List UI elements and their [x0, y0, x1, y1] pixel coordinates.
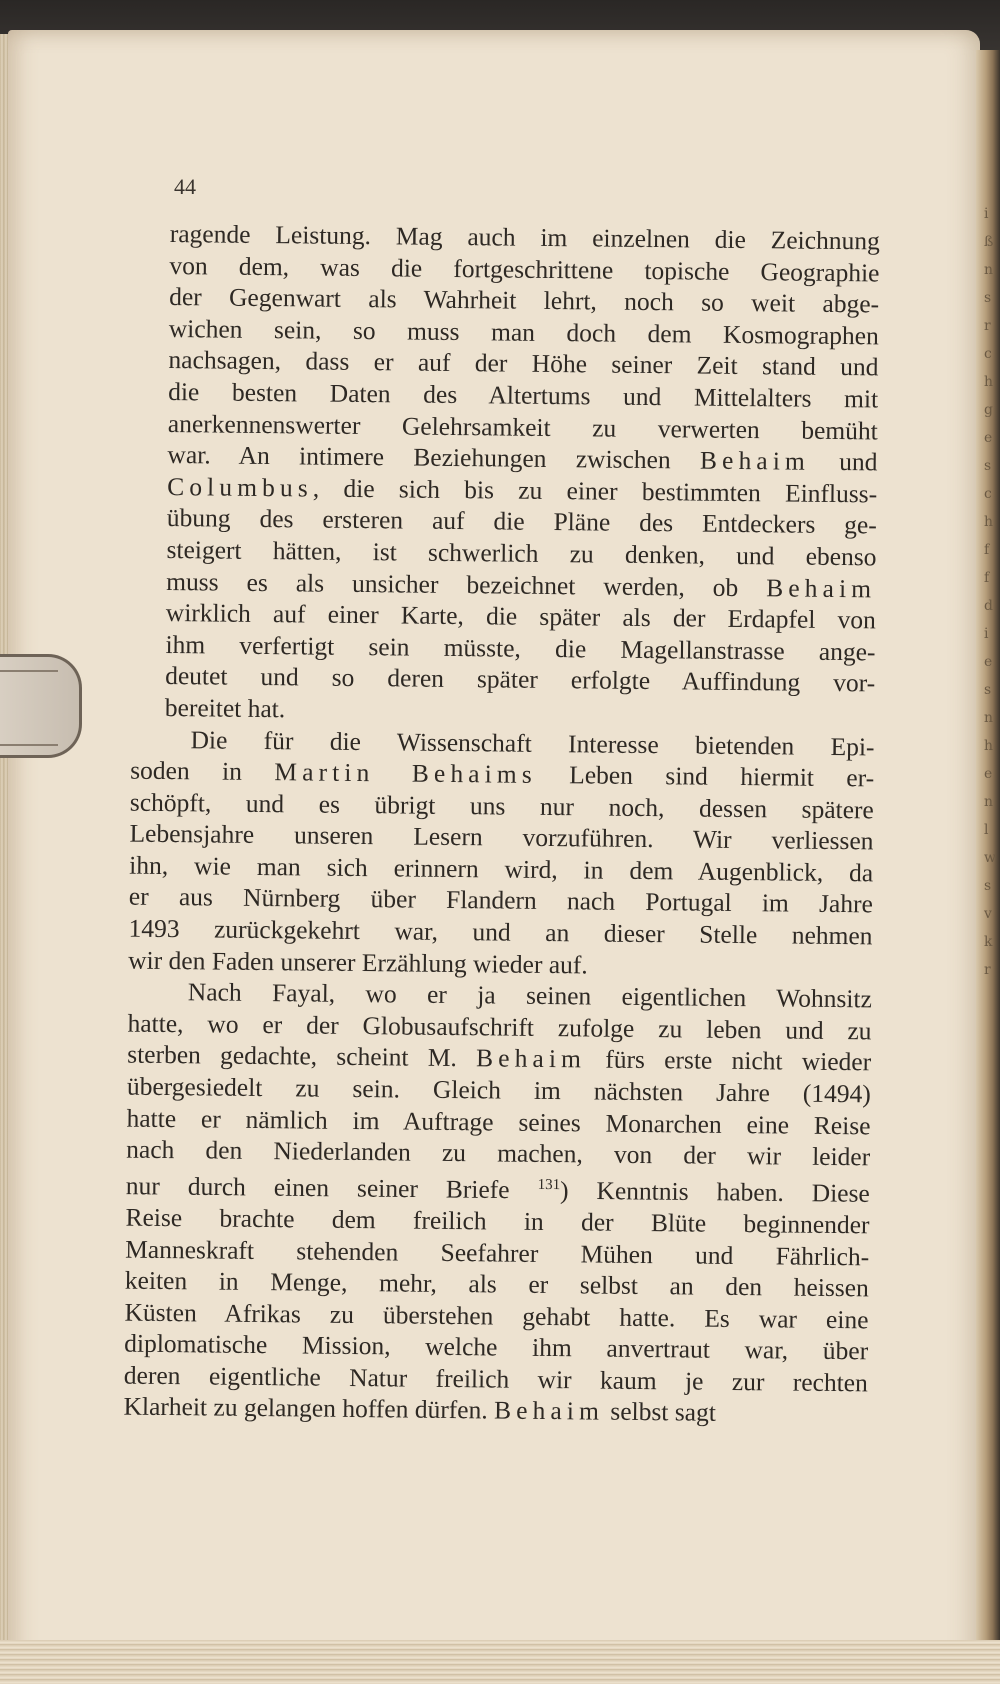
edge-letter: s: [984, 878, 992, 894]
edge-letter: c: [984, 346, 992, 362]
text-run: deutet und so deren später erfolgte Auffindung vor-: [165, 661, 876, 698]
text-run: er aus Nürnberg über Flandern nach Portugal im Jahre: [128, 882, 874, 919]
text-run: übung des ersteren auf die Pläne des Entdeckers ge-: [166, 503, 877, 540]
text-run: diplomatische Mission, welche ihm anvertraut war, über: [124, 1328, 869, 1366]
edge-letter: n: [984, 794, 994, 810]
text-run: Leben sind hiermit er-: [536, 759, 875, 793]
edge-letter: h: [984, 514, 994, 530]
edge-letter: e: [984, 766, 993, 782]
text-run: keiten in Menge, mehr, als er selbst an den heissen: [124, 1265, 869, 1303]
spaced-name: Behaim: [493, 1395, 605, 1427]
text-run: soden in: [130, 755, 275, 787]
text-run: war. An intimere Beziehungen zwischen: [167, 440, 701, 475]
text-run: deren eigentliche Natur freilich wir kaum je zur rechten: [123, 1360, 868, 1398]
spaced-name: Columbus: [167, 471, 313, 503]
text-run: schöpft, und es übrigt uns nur noch, dessen spätere: [129, 787, 874, 825]
text-run: Reise brachte dem freilich in der Blüte beginnender: [125, 1202, 870, 1240]
edge-letter: v: [984, 906, 992, 922]
edge-letter: d: [984, 598, 993, 614]
page-stack-bottom-edge: [0, 1640, 1000, 1684]
footnote-reference: 131: [537, 1176, 561, 1193]
text-run: nachsagen, dass er auf der Höhe seiner Zeit stand und: [168, 345, 879, 382]
text-run: anerkennenswerter Gelehrsamkeit zu verwerten bemüht: [167, 408, 878, 445]
text-run: übergesiedelt zu sein. Gleich im nächsten Jahre (1494): [126, 1071, 872, 1109]
text-run: Die für die Wissenschaft Interesse bietenden Epi-: [190, 724, 875, 761]
text-run: der Gegenwart als Wahrheit lehrt, noch so weit abge-: [169, 282, 880, 319]
text-run: ) Kenntnis haben. Diese: [559, 1175, 870, 1208]
next-page-edge-letters: [984, 200, 998, 984]
text-run: Küsten Afrikas zu überstehen gehabt hatte. Es war eine: [124, 1297, 869, 1335]
text-run: hatte, wo er der Globusaufschrift zufolge zu leben und zu: [127, 1008, 872, 1046]
edge-letter: w: [984, 850, 996, 866]
edge-letter: h: [984, 374, 994, 390]
text-run: fürs erste nicht wieder: [585, 1044, 872, 1077]
spaced-name: Martin Behaims: [274, 757, 537, 789]
edge-letter: r: [984, 962, 991, 978]
text-run: Manneskraft stehenden Seefahrer Mühen und Fährlich-: [125, 1234, 870, 1271]
edge-letter: e: [984, 430, 993, 446]
text-run: nach den Niederlanden zu machen, von der wir leider: [126, 1134, 871, 1172]
edge-letter: l: [984, 822, 989, 838]
edge-letter: s: [984, 682, 992, 698]
spaced-name: Behaim: [766, 572, 877, 603]
text-run: wichen sein, so muss man doch dem Kosmographen: [168, 313, 879, 351]
spaced-name: Behaim: [475, 1043, 587, 1074]
edge-letter: c: [984, 486, 992, 502]
spaced-name: Behaim: [699, 445, 811, 476]
edge-letter: n: [984, 262, 994, 278]
edge-letter: ß: [984, 234, 994, 250]
text-run: hatte er nämlich im Auftrage seines Monarchen eine Reise: [126, 1103, 871, 1141]
text-run: sterben gedachte, scheint M.: [127, 1040, 477, 1073]
text-run: ihn, wie man sich erinnern wird, in dem Augenblick, da: [129, 850, 874, 888]
text-run: wirklich auf einer Karte, die später als der Erdapfel von: [165, 598, 876, 635]
text-run: nur durch einen seiner Briefe: [125, 1170, 538, 1205]
edge-letter: r: [984, 318, 991, 334]
text-run: Nach Fayal, wo er ja seinen eigentlichen Wohnsitz: [187, 977, 873, 1014]
edge-letter: f: [984, 570, 990, 586]
edge-letter: s: [984, 290, 992, 306]
text-run: von dem, was die fortgeschrittene topische Geographie: [169, 250, 880, 288]
edge-letter: e: [984, 654, 993, 670]
edge-letter: n: [984, 710, 994, 726]
text-run: wir den Faden unserer Erzählung wieder auf.: [128, 945, 588, 980]
page-number: 44: [174, 174, 196, 199]
text-run: steigert hätten, ist schwerlich zu denken, und ebenso: [166, 534, 877, 572]
text-run: Lebensjahre unseren Lesern vorzuführen. Wir verliessen: [129, 818, 874, 856]
edge-letter: f: [984, 542, 990, 558]
body-text: [123, 218, 880, 1430]
edge-letter: i: [984, 206, 989, 222]
edge-letter: h: [984, 738, 994, 754]
text-run: Klarheit zu gelangen hoffen dürfen.: [123, 1392, 495, 1425]
text-run: 1493 zurückgekehrt war, und an dieser Stelle nehmen: [128, 913, 873, 951]
text-run: ragende Leistung. Mag auch im einzelnen die Zeichnung: [169, 218, 880, 256]
text-run: selbst sagt: [603, 1397, 717, 1428]
text-run: bereitet hat.: [164, 692, 286, 724]
text-run: die besten Daten des Altertums und Mittelalters mit: [168, 376, 879, 414]
edge-letter: g: [984, 402, 993, 418]
edge-letter: k: [984, 934, 993, 950]
edge-letter: i: [984, 626, 989, 642]
edge-letter: s: [984, 458, 992, 474]
text-run: muss es als unsicher bezeichnet werden, ob: [166, 566, 767, 602]
text-run: , die sich bis zu einer bestimmten Einfluss-: [312, 473, 878, 509]
text-run: und: [809, 446, 878, 477]
book-clip-inner: [0, 670, 58, 746]
text-run: ihm verfertigt sein müsste, die Magellanstrasse ange-: [165, 629, 876, 667]
